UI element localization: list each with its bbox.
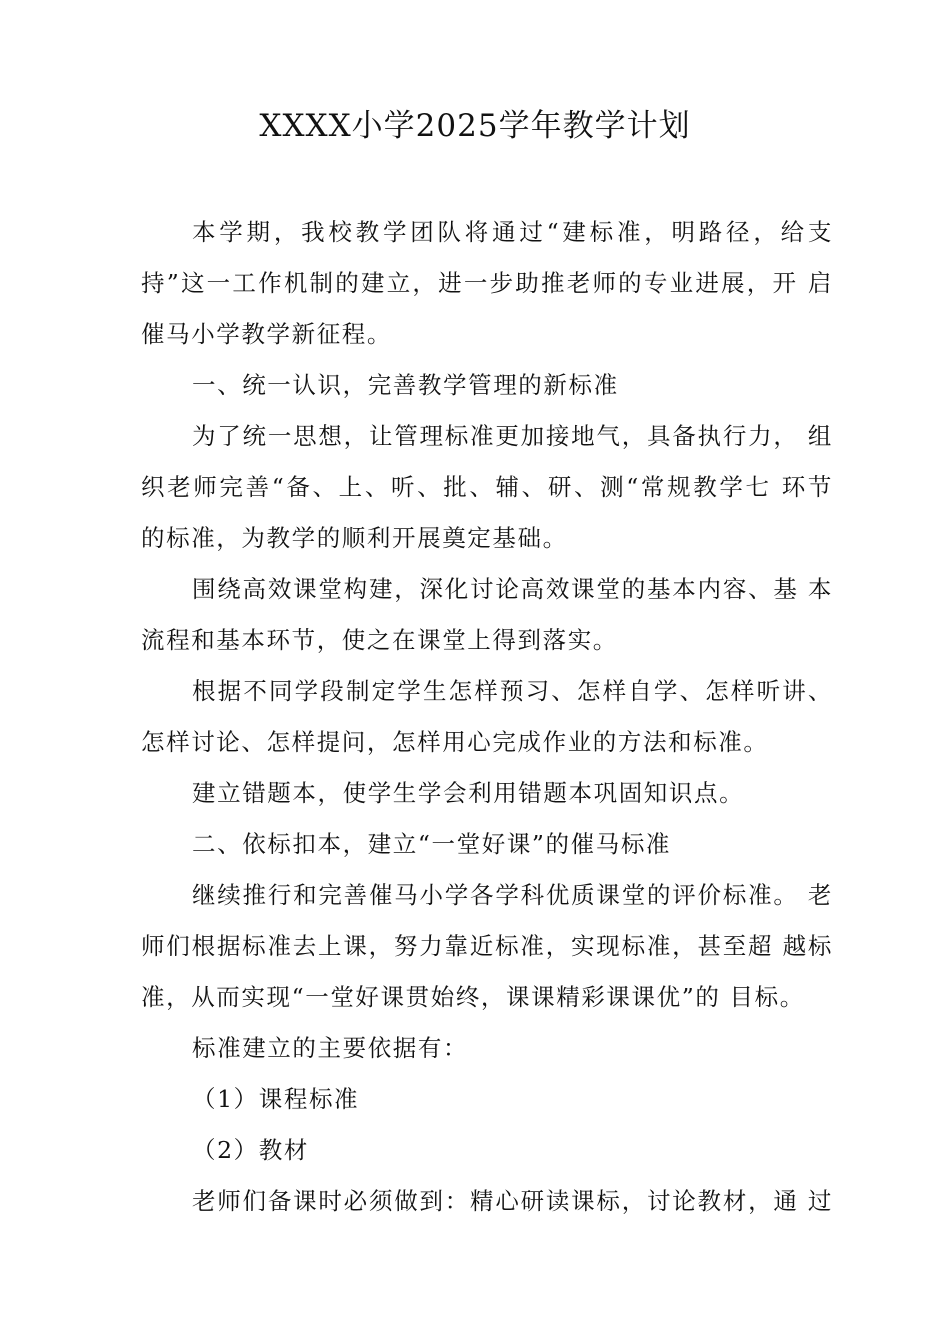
paragraph-line: 为了统一思想，让管理标准更加接地气，具备执行力， 组 <box>192 422 833 450</box>
section-heading: 二、依标扣本，建立“一堂好课”的催马标准 <box>192 830 672 858</box>
list-item: （2）教材 <box>192 1136 309 1164</box>
paragraph-line: 怎样讨论、怎样提问，怎样用心完成作业的方法和标准。 <box>141 728 769 756</box>
section-heading: 一、统一认识，完善教学管理的新标准 <box>192 371 619 399</box>
paragraph-line: 围绕高效课堂构建，深化讨论高效课堂的基本内容、基 本 <box>192 575 833 603</box>
paragraph-line: 根据不同学段制定学生怎样预习、怎样自学、怎样听讲、 <box>192 677 833 705</box>
paragraph-line: 师们根据标准去上课，努力靠近标准，实现标准，甚至超 越标 <box>141 932 833 960</box>
paragraph-line: 持”这一工作机制的建立，进一步助推老师的专业进展，开 启 <box>141 269 833 297</box>
list-item: （1）课程标准 <box>192 1085 360 1113</box>
paragraph-line: 本学期，我校教学团队将通过“建标准，明路径，给支 <box>192 218 833 246</box>
paragraph-line: 建立错题本，使学生学会利用错题本巩固知识点。 <box>192 779 745 807</box>
paragraph-line: 流程和基本环节，使之在课堂上得到落实。 <box>141 626 618 654</box>
paragraph-line: 催马小学教学新征程。 <box>141 320 392 348</box>
paragraph-line: 准，从而实现“一堂好课贯始终，课课精彩课课优”的 目标。 <box>141 983 805 1011</box>
paragraph-line: 的标准，为教学的顺利开展奠定基础。 <box>141 524 568 552</box>
document-body <box>141 207 833 1227</box>
paragraph-line: 继续推行和完善催马小学各学科优质课堂的评价标准。 老 <box>192 881 833 909</box>
paragraph-line: 织老师完善“备、上、听、批、辅、研、测“常规教学七 环节 <box>141 473 833 501</box>
document-title: XXXX小学2025学年教学计划 <box>259 108 691 144</box>
paragraph-line: 老师们备课时必须做到：精心研读课标，讨论教材，通 过 <box>192 1187 833 1215</box>
paragraph-line: 标准建立的主要依据有： <box>192 1034 469 1062</box>
